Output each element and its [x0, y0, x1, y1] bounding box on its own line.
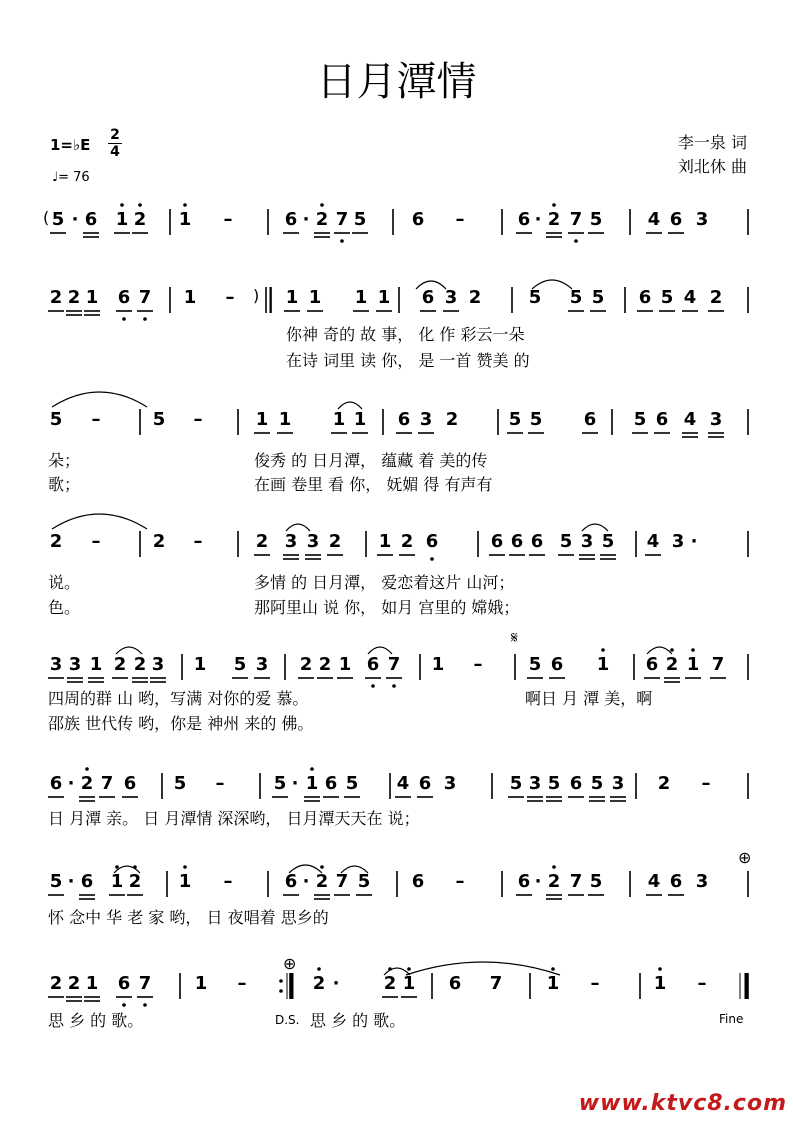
dash-note: – [473, 654, 483, 675]
coda-sign-2: ⊕ [283, 954, 297, 973]
note: 6 [550, 654, 564, 675]
aug-dot: · [302, 209, 310, 230]
note: 2 [665, 654, 679, 675]
aug-dot: · [291, 773, 299, 794]
dash-note: – [223, 871, 233, 892]
aug-dot: · [71, 209, 79, 230]
note: 1 [193, 654, 207, 675]
note: 6 [583, 409, 597, 430]
note: 7 [569, 871, 583, 892]
note: 5 [353, 209, 367, 230]
meter-bottom: 4 [110, 144, 120, 160]
note: 4 [683, 287, 697, 308]
key-signature: 1=♭E [50, 136, 91, 154]
note: 1 [338, 654, 352, 675]
note: 1 [194, 973, 208, 994]
note: 5 [660, 287, 674, 308]
note: 5 [528, 654, 542, 675]
note: 6 [517, 871, 531, 892]
composer: 刘北休 曲 [677, 157, 747, 176]
note: 3 [709, 409, 723, 430]
note: 6 [123, 773, 137, 794]
note: 2 [80, 773, 94, 794]
note: 3 [255, 654, 269, 675]
note: 6 [569, 773, 583, 794]
note: 5 [559, 531, 573, 552]
note: 7 [138, 973, 152, 994]
segno-sign: 𝄋 [511, 628, 518, 647]
dash-note: – [215, 773, 225, 794]
fine-mark: Fine [719, 1012, 744, 1026]
tempo-mark: ♩= 76 [52, 170, 90, 185]
note: 7 [711, 654, 725, 675]
note: 5 [529, 409, 543, 430]
note: 1 [354, 287, 368, 308]
note: 3 [284, 531, 298, 552]
note: 1 [353, 409, 367, 430]
note: 7 [335, 871, 349, 892]
note: 6 [421, 287, 435, 308]
dash-note: – [455, 871, 465, 892]
note: 5 [233, 654, 247, 675]
note: 7 [489, 973, 503, 994]
lyric-line: 多情 的 日月潭， 爱恋着这片 山河； [254, 573, 515, 592]
dash-note: – [237, 973, 247, 994]
note: 1 [183, 287, 197, 308]
dash-note: – [91, 531, 101, 552]
note: 2 [128, 871, 142, 892]
note: 3 [151, 654, 165, 675]
note: 1 [686, 654, 700, 675]
note: 6 [418, 773, 432, 794]
note: 4 [396, 773, 410, 794]
note: 5 [508, 409, 522, 430]
note: 2 [255, 531, 269, 552]
note: 7 [569, 209, 583, 230]
meter-top: 2 [110, 127, 120, 143]
note: 1 [308, 287, 322, 308]
note: 3 [671, 531, 685, 552]
note: 1 [596, 654, 610, 675]
dash-note: – [590, 973, 600, 994]
note: 6 [638, 287, 652, 308]
note: 3 [695, 209, 709, 230]
note: 4 [647, 871, 661, 892]
note: 1 [332, 409, 346, 430]
note: 3 [306, 531, 320, 552]
note: 3 [444, 287, 458, 308]
lyric-line: 你神 奇的 故 事， 化 作 彩云一朵 [286, 325, 525, 344]
note: 5 [589, 871, 603, 892]
lyric-line: 色。 [48, 598, 81, 617]
note: 6 [284, 209, 298, 230]
aug-dot: · [67, 871, 75, 892]
note: 6 [645, 654, 659, 675]
note: 6 [490, 531, 504, 552]
note: 2 [67, 287, 81, 308]
note: 6 [425, 531, 439, 552]
aug-dot: · [534, 209, 542, 230]
note: 2 [133, 209, 147, 230]
note: 3 [419, 409, 433, 430]
note: 2 [315, 871, 329, 892]
note: 6 [530, 531, 544, 552]
lyric-line: 邵族 世代传 哟，你是 神州 来的 佛。 [48, 714, 314, 733]
note: 1 [378, 531, 392, 552]
note: 2 [657, 773, 671, 794]
aug-dot: · [302, 871, 310, 892]
note: 2 [299, 654, 313, 675]
note: 6 [669, 871, 683, 892]
note: 7 [335, 209, 349, 230]
lyric-line: 那阿里山 说 你， 如月 宫里的 嫦娥； [254, 598, 520, 617]
page-title: 日月潭情 [316, 59, 477, 105]
note: 5 [591, 287, 605, 308]
note: 7 [100, 773, 114, 794]
note: 6 [284, 871, 298, 892]
aug-dot: · [332, 973, 340, 994]
note: 6 [117, 287, 131, 308]
note: 5 [152, 409, 166, 430]
note: 2 [468, 287, 482, 308]
dash-note: – [697, 973, 707, 994]
close-paren: ) [253, 286, 260, 305]
note: 2 [445, 409, 459, 430]
note: 6 [80, 871, 94, 892]
lyric-line: 思 乡 的 歌。 [48, 1011, 144, 1030]
note: 1 [89, 654, 103, 675]
dash-note: – [91, 409, 101, 430]
lyric-line: 啊日 月 潭 美，啊 [525, 689, 653, 708]
lyric-line: 怀 念中 华 老 家 哟， 日 夜唱着 思乡的 [48, 908, 329, 927]
note: 2 [318, 654, 332, 675]
note: 1 [377, 287, 391, 308]
note: 3 [611, 773, 625, 794]
note: 2 [113, 654, 127, 675]
note: 4 [683, 409, 697, 430]
note: 1 [178, 871, 192, 892]
note: 6 [655, 409, 669, 430]
note: 2 [709, 287, 723, 308]
site-watermark: www.ktvc8.com [578, 1091, 787, 1116]
lyric-line: 朵； [48, 451, 81, 470]
note: 2 [152, 531, 166, 552]
dash-note: – [193, 409, 203, 430]
note: 3 [49, 654, 63, 675]
lyric-line: 歌； [48, 475, 81, 494]
note: 2 [547, 871, 561, 892]
note: 6 [517, 209, 531, 230]
note: 6 [49, 773, 63, 794]
note: 5 [601, 531, 615, 552]
note: 5 [528, 287, 542, 308]
note: 2 [49, 531, 63, 552]
note: 6 [411, 871, 425, 892]
coda-sign: ⊕ [738, 848, 752, 867]
note: 6 [397, 409, 411, 430]
dash-note: – [455, 209, 465, 230]
note: 6 [84, 209, 98, 230]
note: 6 [411, 209, 425, 230]
lyric-line: 思 乡 的 歌。 [310, 1011, 406, 1030]
open-paren: ( [43, 208, 50, 227]
note: 1 [85, 973, 99, 994]
note: 5 [49, 871, 63, 892]
note: 1 [305, 773, 319, 794]
note: 1 [110, 871, 124, 892]
dash-note: – [193, 531, 203, 552]
lyric-line: 在画 卷里 看 你， 妩媚 得 有声有 [254, 475, 493, 494]
lyric-line: 俊秀 的 日月潭， 蕴藏 着 美的传 [254, 451, 488, 470]
note: 5 [273, 773, 287, 794]
aug-dot: · [67, 773, 75, 794]
dal-segno: D.S. [275, 1013, 300, 1027]
note: 1 [255, 409, 269, 430]
lyric-line: 日 月潭 亲。 日 月潭情 深深哟， 日月潭天天在 说； [48, 809, 420, 828]
aug-dot: · [534, 871, 542, 892]
note: 5 [633, 409, 647, 430]
note: 2 [312, 973, 326, 994]
note: 5 [345, 773, 359, 794]
note: 6 [366, 654, 380, 675]
note: 2 [49, 287, 63, 308]
note: 5 [589, 209, 603, 230]
note: 2 [133, 654, 147, 675]
note: 3 [68, 654, 82, 675]
note: 1 [85, 287, 99, 308]
note: 5 [51, 209, 65, 230]
note: 1 [178, 209, 192, 230]
note: 6 [324, 773, 338, 794]
note: 5 [547, 773, 561, 794]
note: 1 [431, 654, 445, 675]
dash-note: – [701, 773, 711, 794]
dash-note: – [225, 287, 235, 308]
dash-note: – [223, 209, 233, 230]
note: 1 [115, 209, 129, 230]
note: 5 [569, 287, 583, 308]
note: 5 [509, 773, 523, 794]
note: 2 [315, 209, 329, 230]
lyric-line: 在诗 词里 读 你， 是 一首 赞美 的 [286, 351, 530, 370]
note: 1 [285, 287, 299, 308]
note: 6 [669, 209, 683, 230]
note: 6 [510, 531, 524, 552]
note: 2 [328, 531, 342, 552]
note: 2 [400, 531, 414, 552]
note: 4 [646, 531, 660, 552]
note: 2 [547, 209, 561, 230]
note: 6 [448, 973, 462, 994]
lyric-line: 四周的群 山 哟，写满 对你的爱 慕。 [48, 689, 309, 708]
lyric-line: 说。 [48, 573, 81, 592]
note: 2 [67, 973, 81, 994]
note: 1 [278, 409, 292, 430]
note: 1 [653, 973, 667, 994]
lyricist: 李一泉 词 [677, 133, 747, 152]
note: 3 [528, 773, 542, 794]
note: 2 [383, 973, 397, 994]
note: 5 [357, 871, 371, 892]
note: 1 [546, 973, 560, 994]
note: 7 [138, 287, 152, 308]
note: 3 [443, 773, 457, 794]
note: 5 [173, 773, 187, 794]
note: 5 [49, 409, 63, 430]
note: 2 [49, 973, 63, 994]
aug-dot: · [690, 531, 698, 552]
note: 5 [590, 773, 604, 794]
note: 3 [580, 531, 594, 552]
note: 3 [695, 871, 709, 892]
note: 1 [402, 973, 416, 994]
note: 7 [387, 654, 401, 675]
note: 4 [647, 209, 661, 230]
note: 6 [117, 973, 131, 994]
